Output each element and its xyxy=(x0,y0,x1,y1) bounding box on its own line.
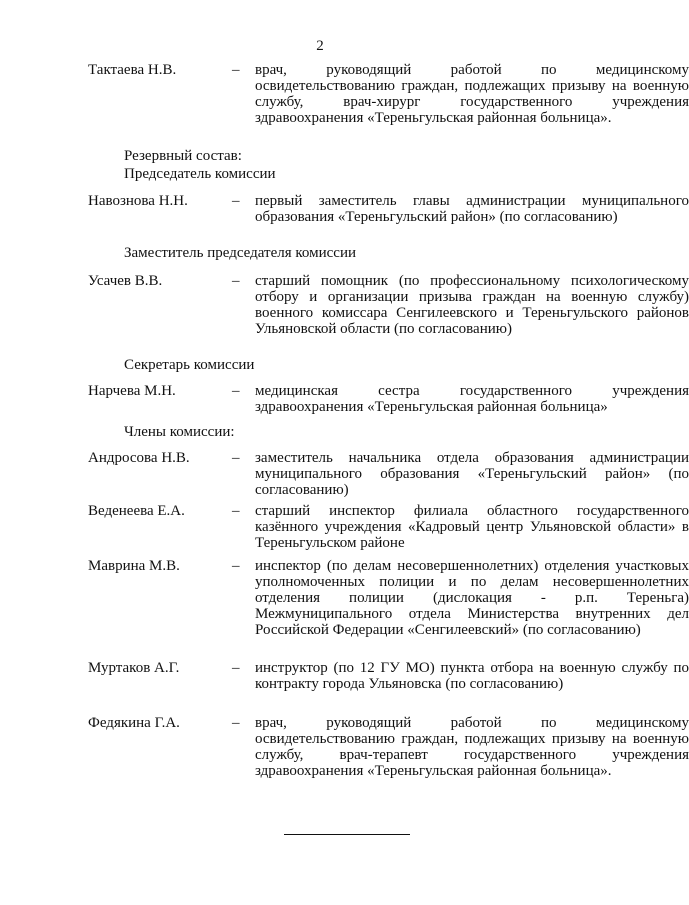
dash-separator: – xyxy=(232,193,240,209)
member-description: врач, руководящий работой по медицинскому освидетельствованию граждан, подлежащих призыву на военную службу, врач-терапевт государственного учреждения здравоохранения «Тереньгульская районная больница». xyxy=(255,715,689,779)
member-description: старший инспектор филиала областного государственного казённого учреждения «Кадровый центр Ульяновской области» в Тереньгульском районе xyxy=(255,503,689,551)
dash-separator: – xyxy=(232,715,240,731)
end-divider-line xyxy=(284,834,410,835)
member-description: старший помощник (по профессиональному психологическому отбору и организации призыва граждан на военную службу) военного комиссара Сенгилеевского и Тереньгульского районов Ульяновской области (по согласованию) xyxy=(255,273,689,337)
member-description: первый заместитель главы администрации муниципального образования «Тереньгульский район» (по согласованию) xyxy=(255,193,689,225)
reserve-heading: Резервный состав: xyxy=(124,148,242,164)
page-number: 2 xyxy=(316,38,324,54)
member-description: врач, руководящий работой по медицинскому освидетельствованию граждан, подлежащих призыву на военную службу, врач-хирург государственного учреждения здравоохранения «Тереньгульская районная больница». xyxy=(255,62,689,126)
dash-separator: – xyxy=(232,383,240,399)
member-name: Андросова Н.В. xyxy=(88,450,190,466)
dash-separator: – xyxy=(232,503,240,519)
dash-separator: – xyxy=(232,62,240,78)
deputy-heading: Заместитель председателя комиссии xyxy=(124,245,357,261)
dash-separator: – xyxy=(232,660,240,676)
member-name: Усачев В.В. xyxy=(88,273,163,289)
member-name: Навознова Н.Н. xyxy=(88,193,188,209)
members-heading: Члены комиссии: xyxy=(124,424,235,440)
dash-separator: – xyxy=(232,450,240,466)
member-description: заместитель начальника отдела образования администрации муниципального образования «Тереньгульский район» (по согласованию) xyxy=(255,450,689,498)
member-name: Тактаева Н.В. xyxy=(88,62,177,78)
member-description: медицинская сестра государственного учреждения здравоохранения «Тереньгульская районная больница» xyxy=(255,383,689,415)
member-name: Маврина М.В. xyxy=(88,558,180,574)
dash-separator: – xyxy=(232,558,240,574)
dash-separator: – xyxy=(232,273,240,289)
member-name: Нарчева М.Н. xyxy=(88,383,176,399)
secretary-heading: Секретарь комиссии xyxy=(124,357,255,373)
member-description: инспектор (по делам несовершеннолетних) отделения участковых уполномоченных полиции и по делам несовершеннолетних отделения полиции (дислокация - р.п. Тереньга) Межмуниципального отдела Министерства внутренних дел Российской Федерации «Сенгилеевский» (по согласованию) xyxy=(255,558,689,638)
chairman-heading: Председатель комиссии xyxy=(124,166,276,182)
member-name: Веденеева Е.А. xyxy=(88,503,185,519)
member-description: инструктор (по 12 ГУ МО) пункта отбора на военную службу по контракту города Ульяновска (по согласованию) xyxy=(255,660,689,692)
member-name: Муртаков А.Г. xyxy=(88,660,180,676)
member-name: Федякина Г.А. xyxy=(88,715,180,731)
